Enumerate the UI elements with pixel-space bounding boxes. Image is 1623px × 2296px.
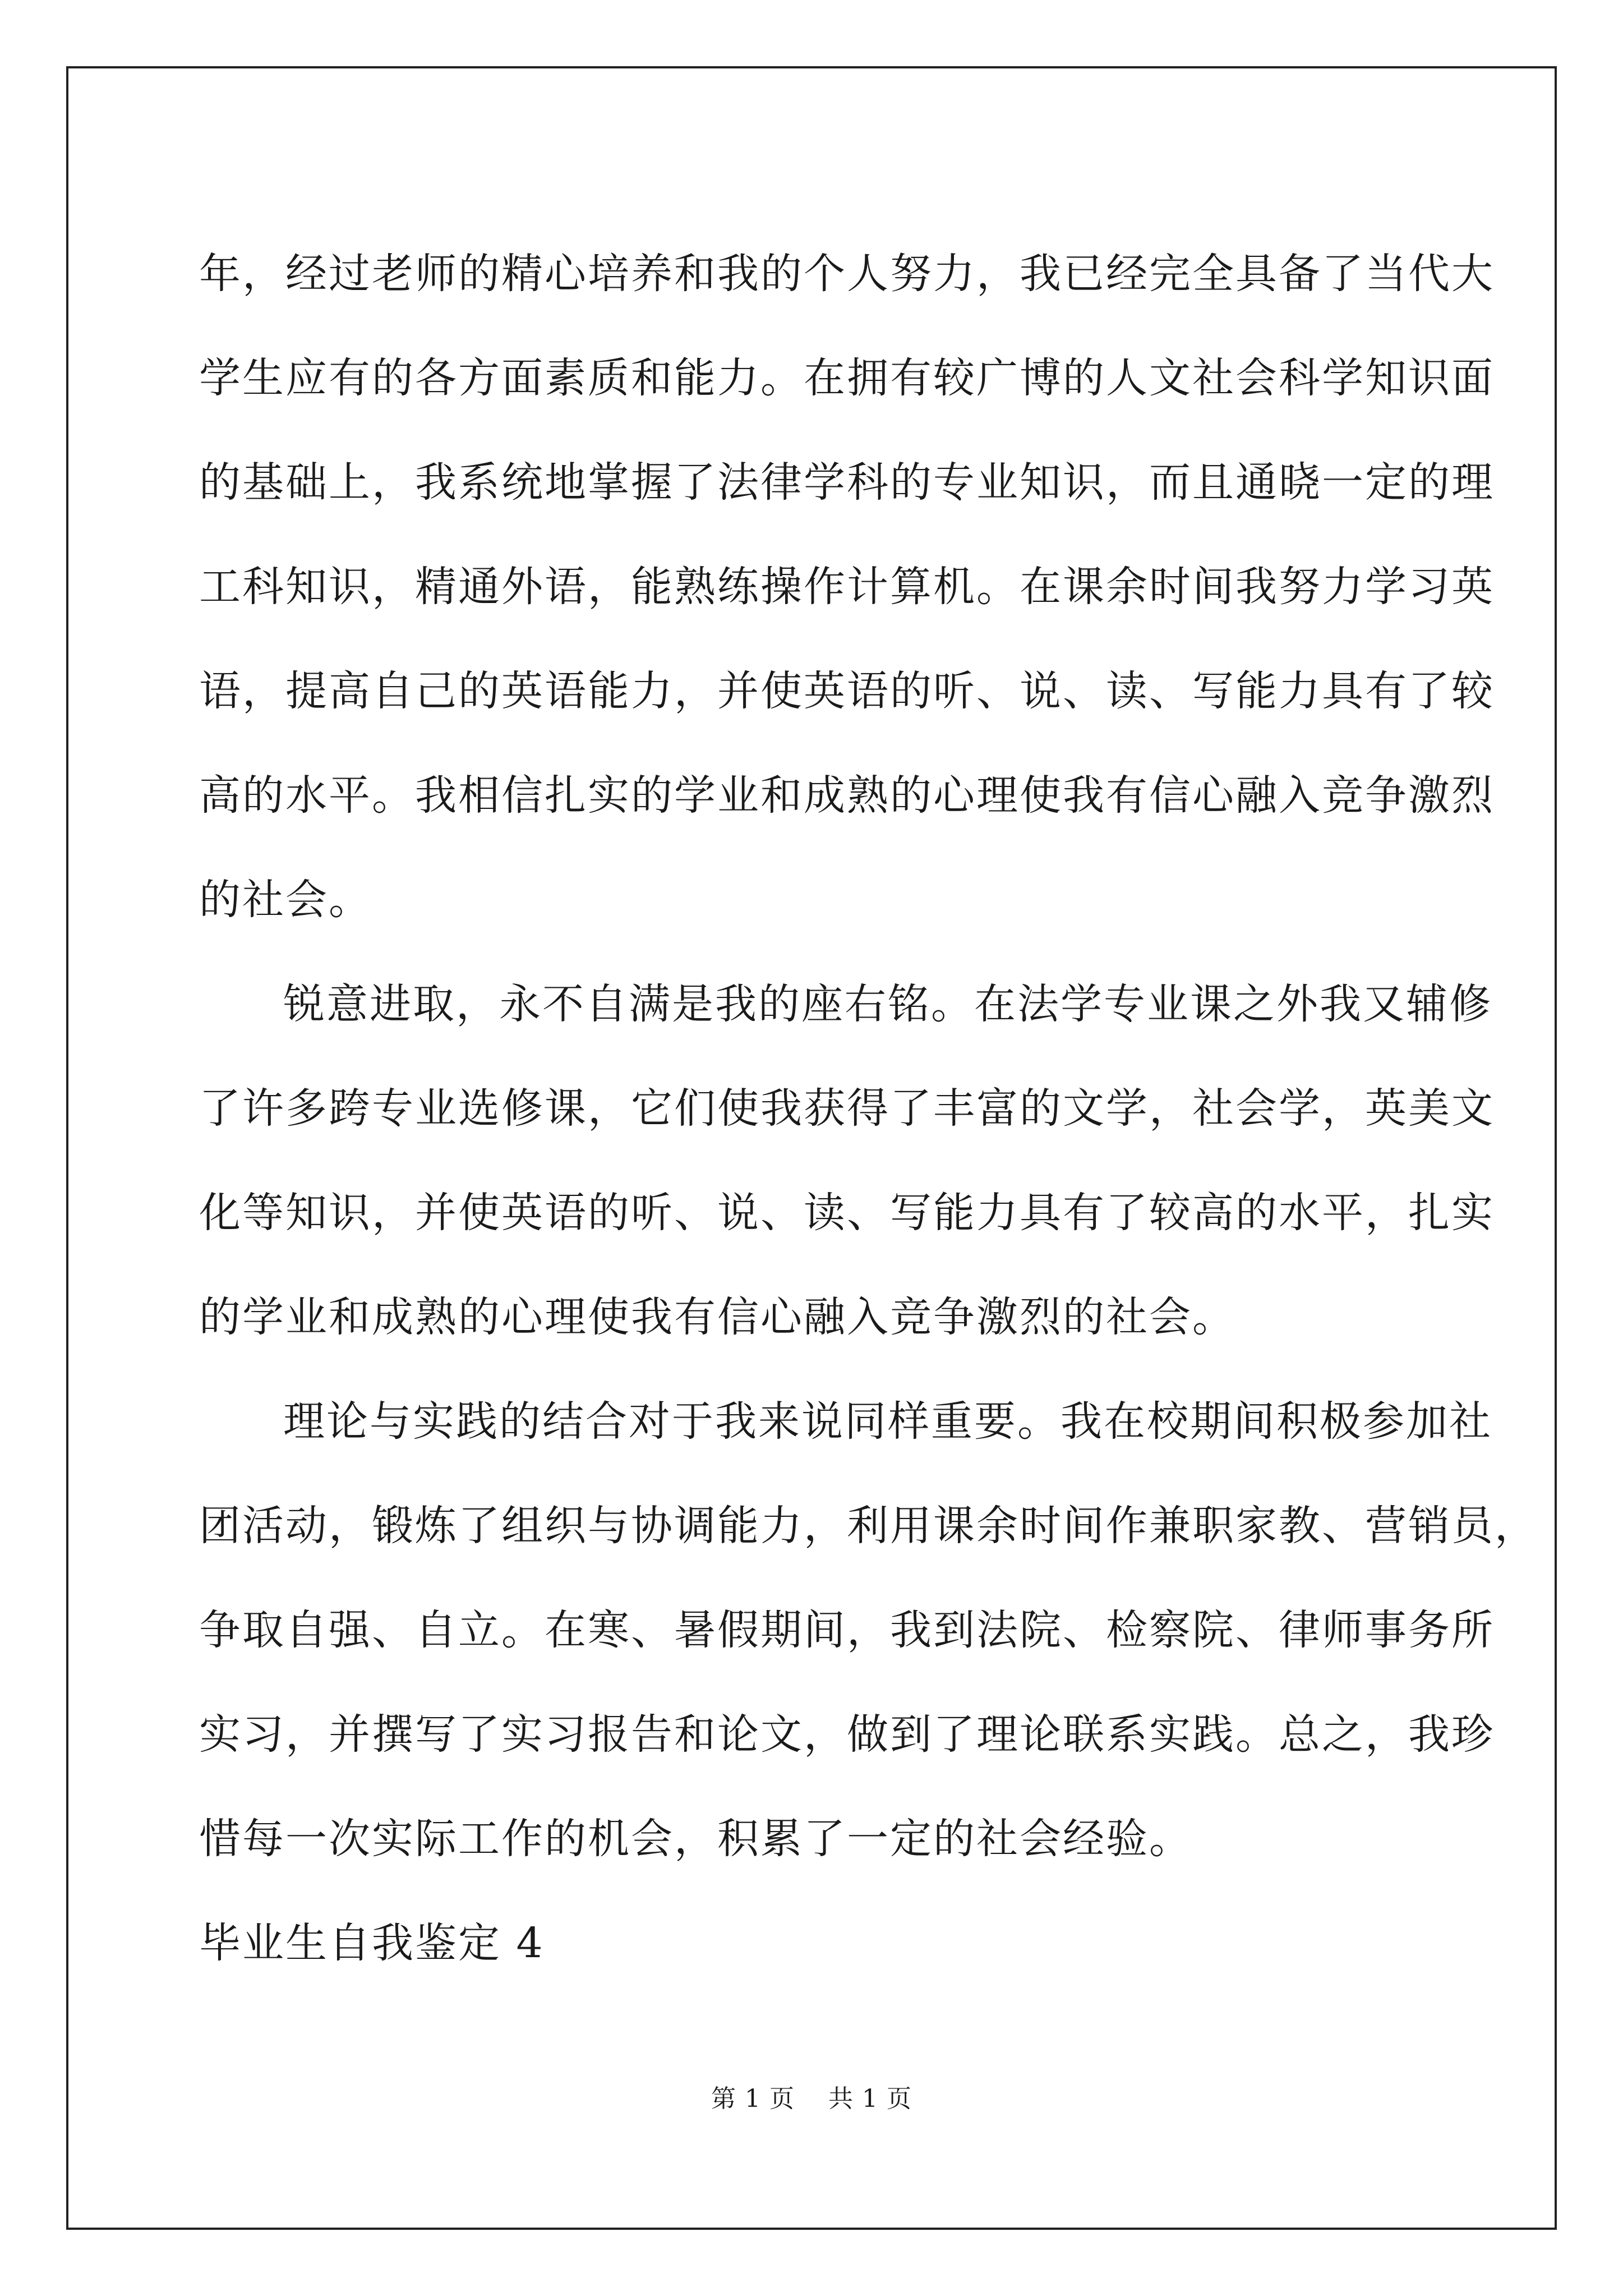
- page-number: 第 1 页: [711, 2085, 795, 2113]
- section-heading: 毕业生自我鉴定 4: [199, 1919, 545, 1967]
- text-line: 惜每一次实际工作的机会，积累了一定的社会经验。: [199, 1815, 1192, 1863]
- text-line: 团活动，锻炼了组织与协调能力，利用课余时间作兼职家教、营销员，: [199, 1502, 1538, 1550]
- text-line: 语，提高自己的英语能力，并使英语的听、说、读、写能力具有了较: [199, 667, 1495, 715]
- page-total: 共 1 页: [828, 2085, 912, 2113]
- text-line: 高的水平。我相信扎实的学业和成熟的心理使我有信心融入竞争激烈: [199, 771, 1495, 820]
- document-body: [199, 222, 1538, 1995]
- text-line: 工科知识，精通外语，能熟练操作计算机。在课余时间我努力学习英: [199, 563, 1495, 611]
- text-line: 的基础上，我系统地掌握了法律学科的专业知识，而且通晓一定的理: [199, 458, 1495, 507]
- text-line: 争取自强、自立。在寒、暑假期间，我到法院、检察院、律师事务所: [199, 1606, 1495, 1654]
- text-line: 学生应有的各方面素质和能力。在拥有较广博的人文社会科学知识面: [199, 354, 1495, 402]
- text-line: 年，经过老师的精心培养和我的个人努力，我已经完全具备了当代大: [199, 250, 1495, 298]
- paragraph-first-line: 锐意进取，永不自满是我的座右铭。在法学专业课之外我又辅修: [283, 980, 1492, 1028]
- text-line: 的学业和成熟的心理使我有信心融入竞争激烈的社会。: [199, 1293, 1235, 1341]
- text-line: 了许多跨专业选修课，它们使我获得了丰富的文学，社会学，英美文: [199, 1084, 1495, 1133]
- text-line: 的社会。: [199, 876, 372, 924]
- page-footer: [0, 2082, 1623, 2116]
- text-line: 化等知识，并使英语的听、说、读、写能力具有了较高的水平，扎实: [199, 1189, 1495, 1237]
- paragraph-first-line: 理论与实践的结合对于我来说同样重要。我在校期间积极参加社: [283, 1397, 1492, 1446]
- text-line: 实习，并撰写了实习报告和论文，做到了理论联系实践。总之，我珍: [199, 1710, 1495, 1759]
